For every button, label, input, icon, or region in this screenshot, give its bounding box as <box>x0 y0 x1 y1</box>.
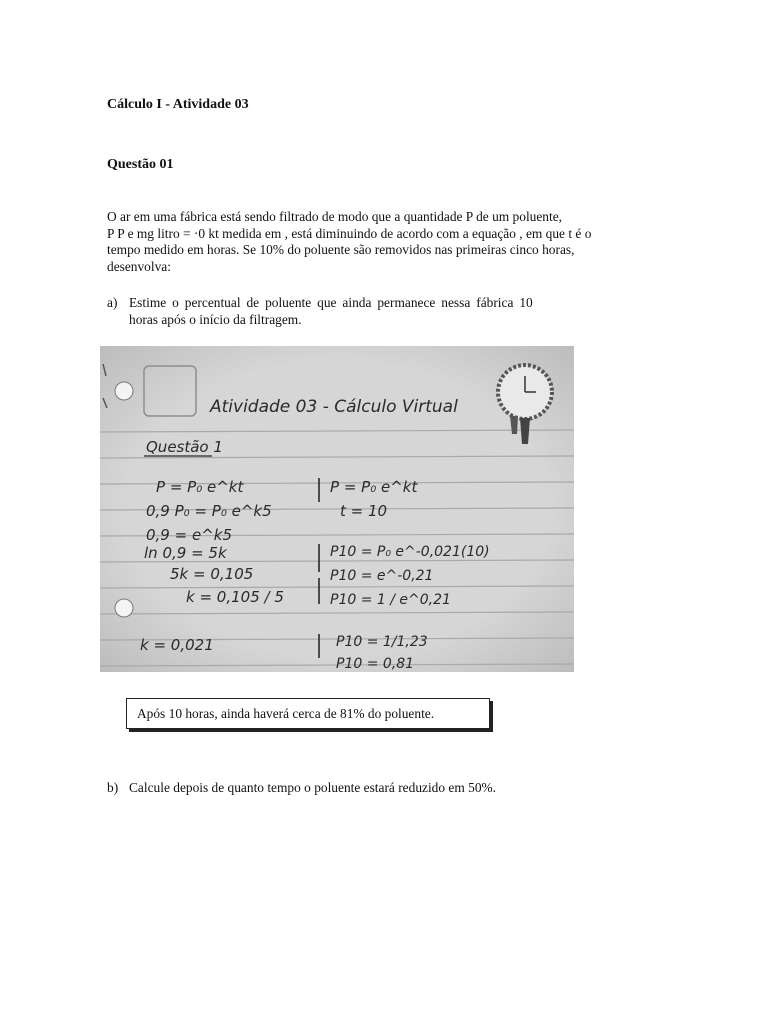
item-a-label: a) <box>107 295 118 310</box>
notebook-photo-svg <box>100 346 574 672</box>
item-a-line2: horas após o início da filtragem. <box>129 312 302 327</box>
right-step: P = P₀ e^kt <box>330 478 418 496</box>
intro-line: O ar em uma fábrica está sendo filtrado de modo que a quantidade P de um poluente, <box>107 209 563 224</box>
left-step: k = 0,105 / 5 <box>186 588 284 606</box>
intro-line: P P e mg litro = ·0 kt medida em , está diminuindo de acordo com a equação , em que t é o <box>107 225 592 241</box>
left-step: ln 0,9 = 5k <box>144 544 227 562</box>
question-title: Questão 01 <box>107 157 174 172</box>
item-a-line1: Estime o percentual de poluente que ainda permanece nessa fábrica 10 <box>129 295 533 310</box>
notebook-photo <box>100 346 574 672</box>
right-step: P10 = P₀ e^-0,021(10) <box>330 544 490 560</box>
answer-box <box>126 698 490 729</box>
answer-text: Após 10 horas, ainda haverá cerca de 81% do poluente. <box>137 706 435 721</box>
item-b-label: b) <box>107 780 119 795</box>
question-intro <box>107 209 667 275</box>
document-header: Cálculo I - Atividade 03 <box>107 97 249 112</box>
right-step: P10 = 1/1,23 <box>336 634 428 650</box>
right-step: P10 = 0,81 <box>336 656 415 672</box>
item-b-line1: Calcule depois de quanto tempo o poluente estará reduzido em 50%. <box>129 780 497 795</box>
notebook-question: Questão 1 <box>146 438 223 456</box>
intro-line: tempo medido em horas. Se 10% do poluente são removidos nas primeiras cinco horas, <box>107 242 575 257</box>
left-step: P = P₀ e^kt <box>156 478 244 496</box>
intro-line: desenvolva: <box>107 258 171 274</box>
left-step: 5k = 0,105 <box>170 565 254 583</box>
left-step: 0,9 = e^k5 <box>146 526 232 544</box>
binder-hole-icon <box>115 599 133 617</box>
right-step: t = 10 <box>340 502 388 520</box>
right-step: P10 = 1 / e^0,21 <box>330 592 451 608</box>
left-step: 0,9 P₀ = P₀ e^k5 <box>146 502 272 520</box>
binder-hole-icon <box>115 382 133 400</box>
left-step: k = 0,021 <box>140 636 214 654</box>
right-step: P10 = e^-0,21 <box>330 568 434 584</box>
notebook-title: Atividade 03 - Cálculo Virtual <box>210 397 458 417</box>
